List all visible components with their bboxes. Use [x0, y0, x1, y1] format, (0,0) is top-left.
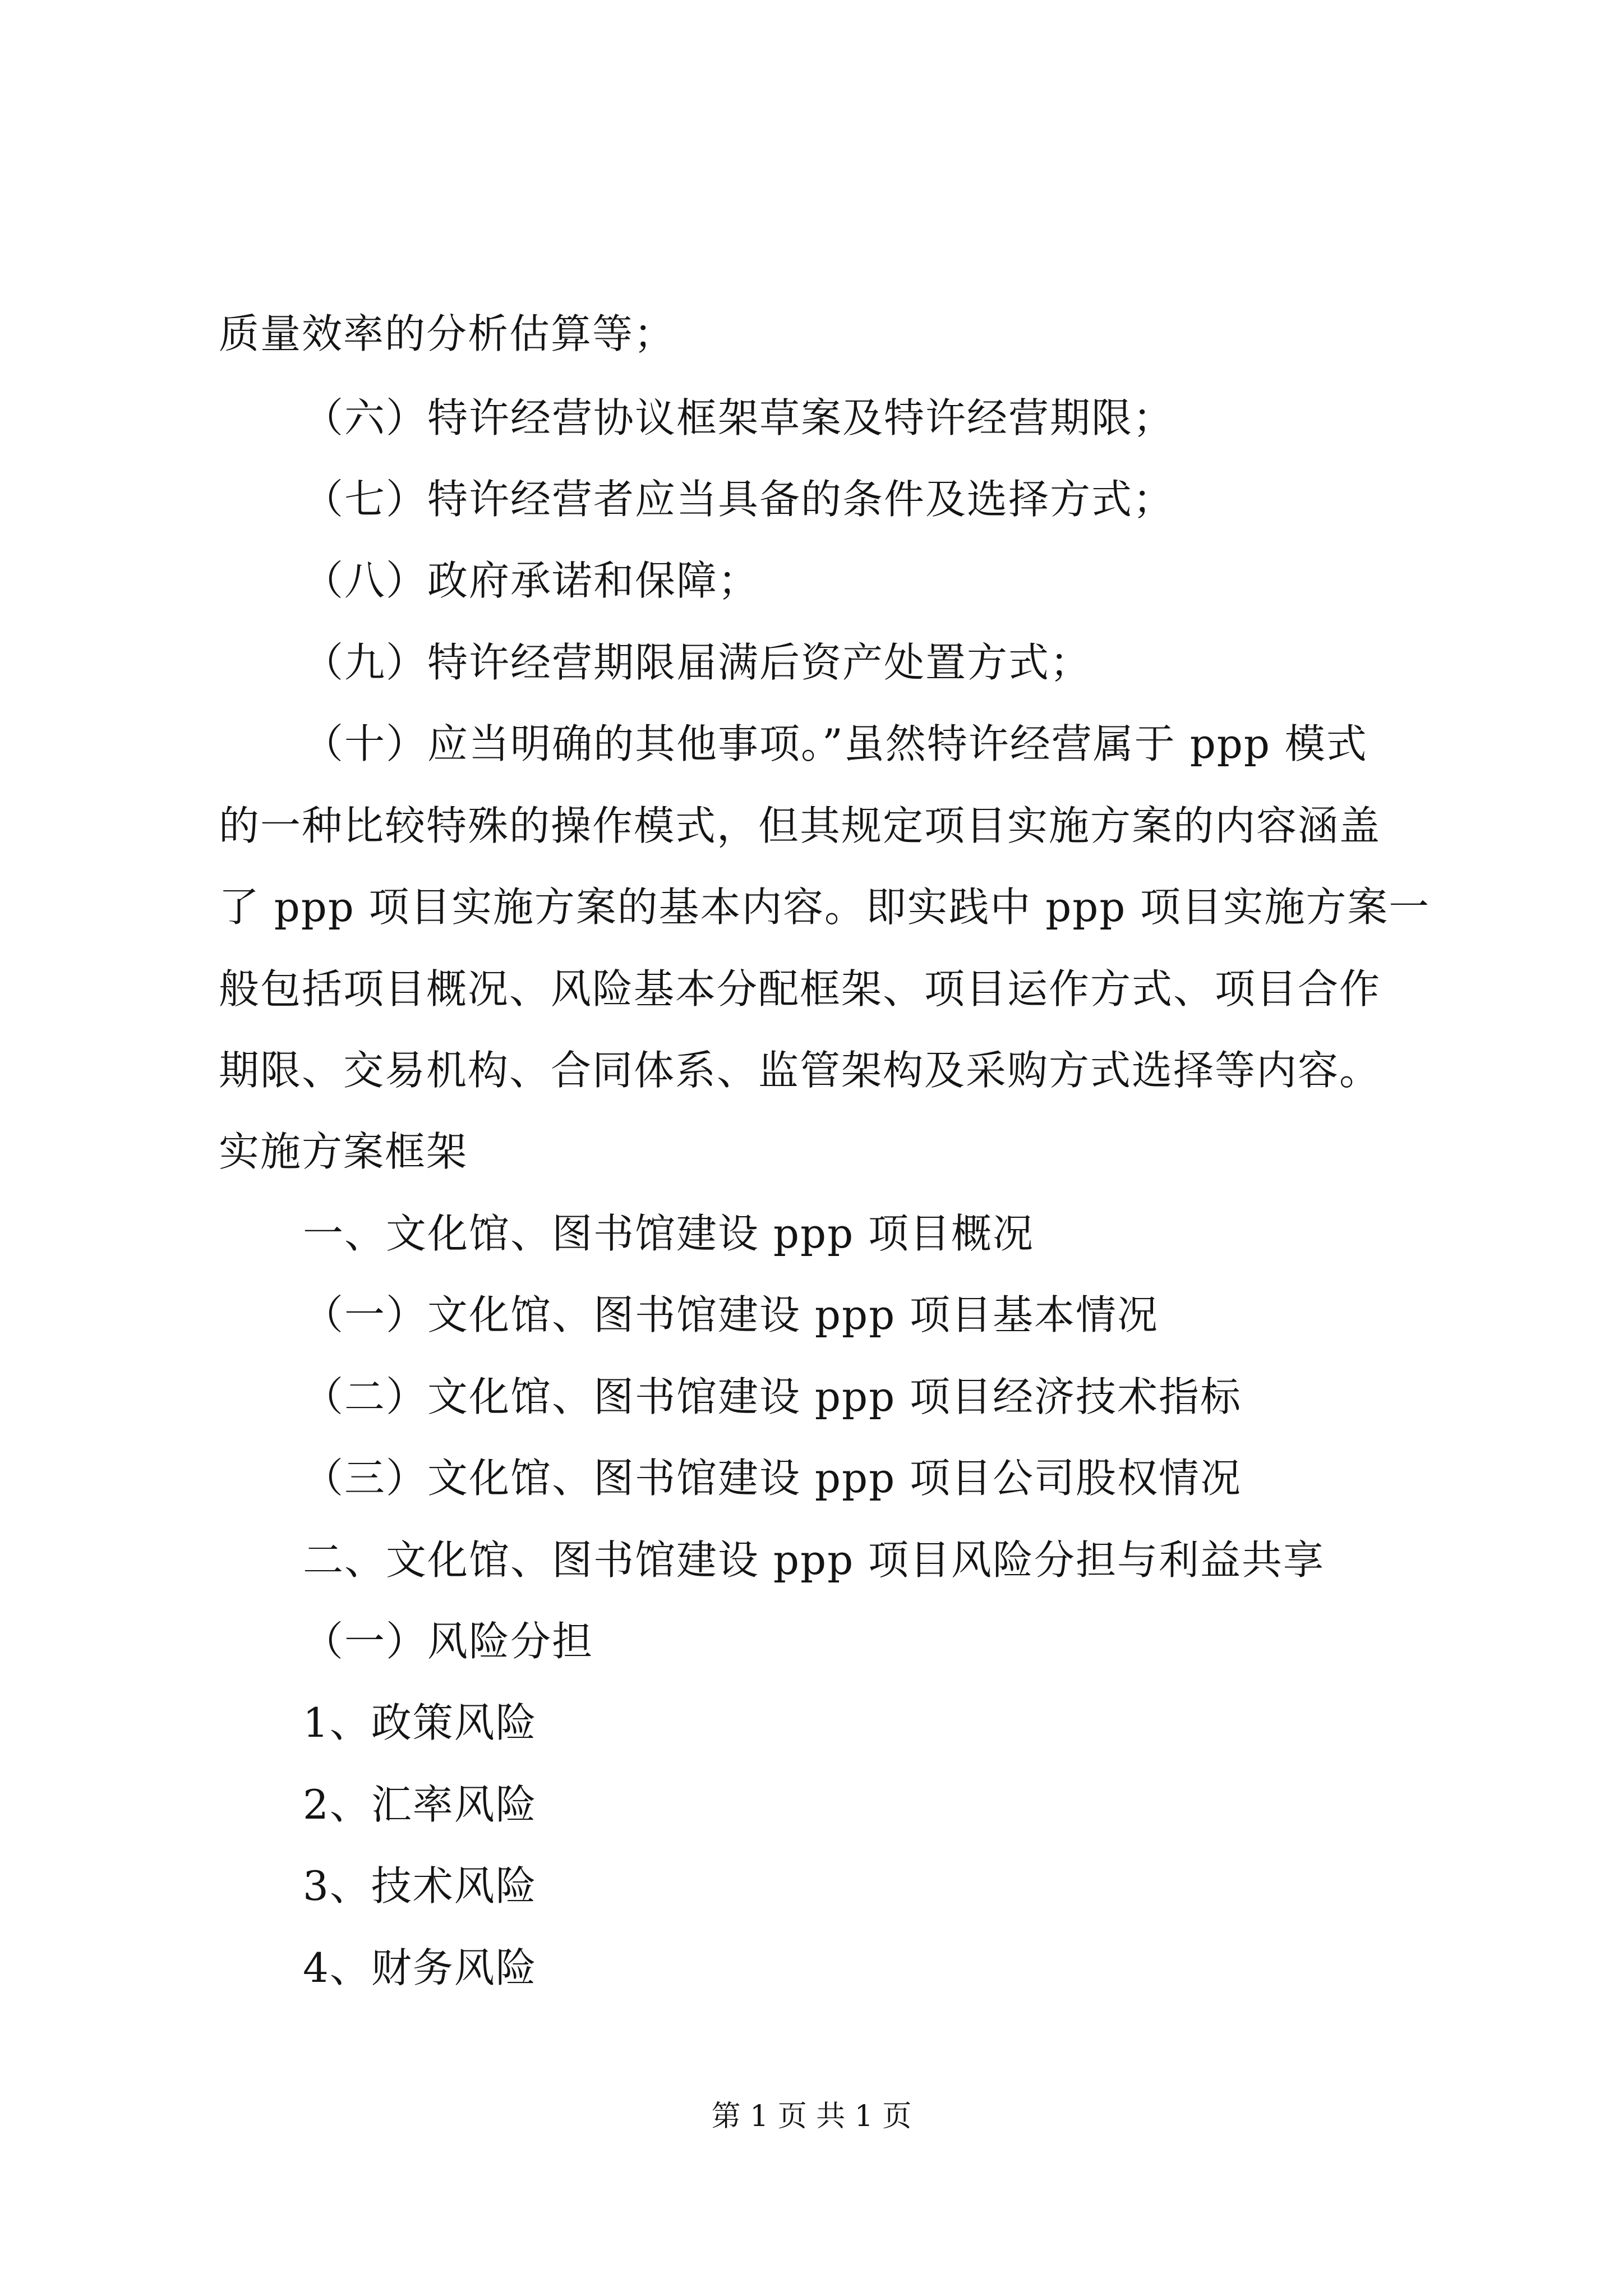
outline-item: 4、财务风险 — [303, 1944, 537, 1991]
outline-item: 3、技术风险 — [303, 1862, 537, 1910]
page-footer: 第 1 页 共 1 页 — [711, 2100, 912, 2133]
outline-subheading: （三）文化馆、图书馆建设 ppp 项目公司股权情况 — [303, 1455, 1242, 1502]
paragraph-line: 了 ppp 项目实施方案的基本内容。即实践中 ppp 项目实施方案一 — [219, 884, 1431, 931]
paragraph-line: 期限、交易机构、合同体系、监管架构及采购方式选择等内容。 — [219, 1047, 1381, 1094]
list-item: （七）特许经营者应当具备的条件及选择方式； — [303, 476, 1175, 523]
paragraph-line: 般包括项目概况、风险基本分配框架、项目运作方式、项目合作 — [219, 965, 1381, 1013]
outline-heading: 一、文化馆、图书馆建设 ppp 项目概况 — [303, 1210, 1035, 1257]
list-item: （六）特许经营协议框架草案及特许经营期限； — [303, 394, 1175, 441]
outline-subheading: （一）文化馆、图书馆建设 ppp 项目基本情况 — [303, 1291, 1159, 1338]
outline-item: 1、政策风险 — [303, 1699, 537, 1746]
section-heading: 实施方案框架 — [219, 1128, 468, 1175]
outline-subheading: （一）风险分担 — [303, 1618, 594, 1665]
paragraph-line: 的一种比较特殊的操作模式，但其规定项目实施方案的内容涵盖 — [219, 802, 1381, 849]
paragraph-line: 质量效率的分析估算等； — [219, 310, 676, 357]
list-item: （九）特许经营期限届满后资产处置方式； — [303, 639, 1092, 686]
list-item: （十）应当明确的其他事项。”虽然特许经营属于 ppp 模式 — [303, 720, 1368, 767]
outline-subheading: （二）文化馆、图书馆建设 ppp 项目经济技术指标 — [303, 1373, 1242, 1420]
outline-item: 2、汇率风险 — [303, 1781, 537, 1828]
outline-heading: 二、文化馆、图书馆建设 ppp 项目风险分担与利益共享 — [303, 1536, 1325, 1584]
list-item: （八）政府承诺和保障； — [303, 557, 760, 604]
